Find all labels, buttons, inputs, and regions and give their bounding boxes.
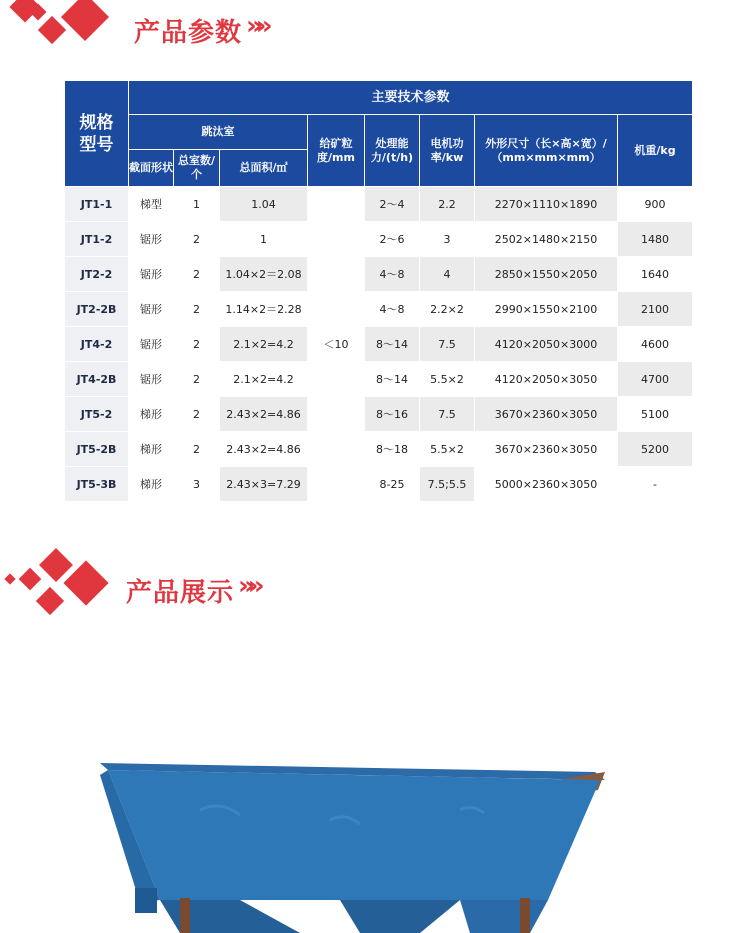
cell-capacity: 4～8 (365, 292, 420, 327)
cell-model: JT1-2 (65, 222, 129, 257)
double-chevron-icon: »» (246, 11, 266, 41)
cell-model: JT4-2B (65, 362, 129, 397)
cell-power: 5.5×2 (420, 362, 475, 397)
cell-capacity: 8～18 (365, 432, 420, 467)
cell-model: JT5-2B (65, 432, 129, 467)
cell-dimensions: 5000×2360×3050 (475, 467, 618, 502)
table-row (65, 432, 693, 467)
cell-chambers: 3 (174, 467, 220, 502)
header-capacity: 处理能力/(t/h) (365, 115, 420, 187)
header-chamber-count: 总室数/个 (174, 150, 220, 187)
cell-feed-size: ＜10 (308, 187, 365, 502)
spec-table (64, 80, 693, 502)
cell-power: 7.5 (420, 327, 475, 362)
cell-model: JT1-1 (65, 187, 129, 222)
cell-area: 2.1×2=4.2 (220, 362, 308, 397)
cell-dimensions: 2502×1480×2150 (475, 222, 618, 257)
cell-power: 2.2 (420, 187, 475, 222)
cell-area: 2.43×2=4.86 (220, 432, 308, 467)
table-row (65, 397, 693, 432)
table-row (65, 187, 693, 222)
cell-area: 2.43×2=4.86 (220, 397, 308, 432)
table-row (65, 362, 693, 397)
cell-capacity: 4～8 (365, 257, 420, 292)
cell-power: 7.5 (420, 397, 475, 432)
cell-chambers: 2 (174, 432, 220, 467)
cell-shape: 锯形 (129, 257, 174, 292)
cell-power: 4 (420, 257, 475, 292)
table-row (65, 467, 693, 502)
cell-shape: 锯形 (129, 362, 174, 397)
cell-model: JT2-2 (65, 257, 129, 292)
cell-chambers: 1 (174, 187, 220, 222)
cell-weight: 4600 (618, 327, 693, 362)
cell-weight: 2100 (618, 292, 693, 327)
cell-capacity: 2～4 (365, 187, 420, 222)
cell-area: 1 (220, 222, 308, 257)
header-main-params: 主要技术参数 (129, 81, 693, 115)
cell-area: 2.1×2=4.2 (220, 327, 308, 362)
cell-dimensions: 2850×1550×2050 (475, 257, 618, 292)
cell-chambers: 2 (174, 397, 220, 432)
cell-area: 2.43×3=7.29 (220, 467, 308, 502)
diamond-logo-icon (0, 545, 125, 625)
table-row (65, 292, 693, 327)
cell-area: 1.14×2＝2.28 (220, 292, 308, 327)
header-section-shape: 截面形状 (129, 150, 174, 187)
cell-weight: 1480 (618, 222, 693, 257)
header-spec-model: 规格 型号 (65, 81, 129, 187)
cell-weight: 5100 (618, 397, 693, 432)
cell-shape: 梯型 (129, 187, 174, 222)
header-dimensions: 外形尺寸（长×高×宽）/（mm×mm×mm） (475, 115, 618, 187)
cell-model: JT5-2 (65, 397, 129, 432)
header-jig-chamber: 跳汰室 (129, 115, 308, 150)
cell-shape: 锯形 (129, 222, 174, 257)
spec-table-container (64, 80, 692, 503)
header-motor-power: 电机功率/kw (420, 115, 475, 187)
section-title-display: 产品展示 (126, 578, 235, 608)
cell-weight: 1640 (618, 257, 693, 292)
cell-chambers: 2 (174, 292, 220, 327)
diamond-logo-icon (0, 0, 125, 55)
cell-shape: 梯形 (129, 432, 174, 467)
table-row (65, 222, 693, 257)
cell-dimensions: 4120×2050×3050 (475, 362, 618, 397)
cell-shape: 梯形 (129, 397, 174, 432)
cell-weight: 4700 (618, 362, 693, 397)
cell-capacity: 8～14 (365, 362, 420, 397)
cell-capacity: 8～14 (365, 327, 420, 362)
cell-chambers: 2 (174, 362, 220, 397)
cell-shape: 梯形 (129, 467, 174, 502)
cell-dimensions: 4120×2050×3000 (475, 327, 618, 362)
cell-weight: 900 (618, 187, 693, 222)
table-row (65, 327, 693, 362)
cell-power: 3 (420, 222, 475, 257)
cell-area: 1.04×2＝2.08 (220, 257, 308, 292)
cell-shape: 锯形 (129, 292, 174, 327)
cell-chambers: 2 (174, 222, 220, 257)
cell-capacity: 2～6 (365, 222, 420, 257)
product-photo-jig-machine (0, 620, 750, 933)
cell-area: 1.04 (220, 187, 308, 222)
cell-chambers: 2 (174, 327, 220, 362)
cell-dimensions: 3670×2360×3050 (475, 432, 618, 467)
cell-capacity: 8～16 (365, 397, 420, 432)
cell-model: JT5-3B (65, 467, 129, 502)
double-chevron-icon: »» (238, 571, 258, 601)
cell-model: JT2-2B (65, 292, 129, 327)
cell-chambers: 2 (174, 257, 220, 292)
cell-power: 5.5×2 (420, 432, 475, 467)
cell-dimensions: 2990×1550×2100 (475, 292, 618, 327)
header-weight: 机重/kg (618, 115, 693, 187)
table-row (65, 257, 693, 292)
cell-capacity: 8-25 (365, 467, 420, 502)
cell-power: 2.2×2 (420, 292, 475, 327)
cell-dimensions: 3670×2360×3050 (475, 397, 618, 432)
cell-weight: - (618, 467, 693, 502)
cell-model: JT4-2 (65, 327, 129, 362)
cell-shape: 锯形 (129, 327, 174, 362)
cell-weight: 5200 (618, 432, 693, 467)
cell-power: 7.5;5.5 (420, 467, 475, 502)
header-feed-size: 给矿粒度/mm (308, 115, 365, 187)
cell-dimensions: 2270×1110×1890 (475, 187, 618, 222)
header-total-area: 总面积/㎡ (220, 150, 308, 187)
section-title-params: 产品参数 (134, 18, 243, 48)
